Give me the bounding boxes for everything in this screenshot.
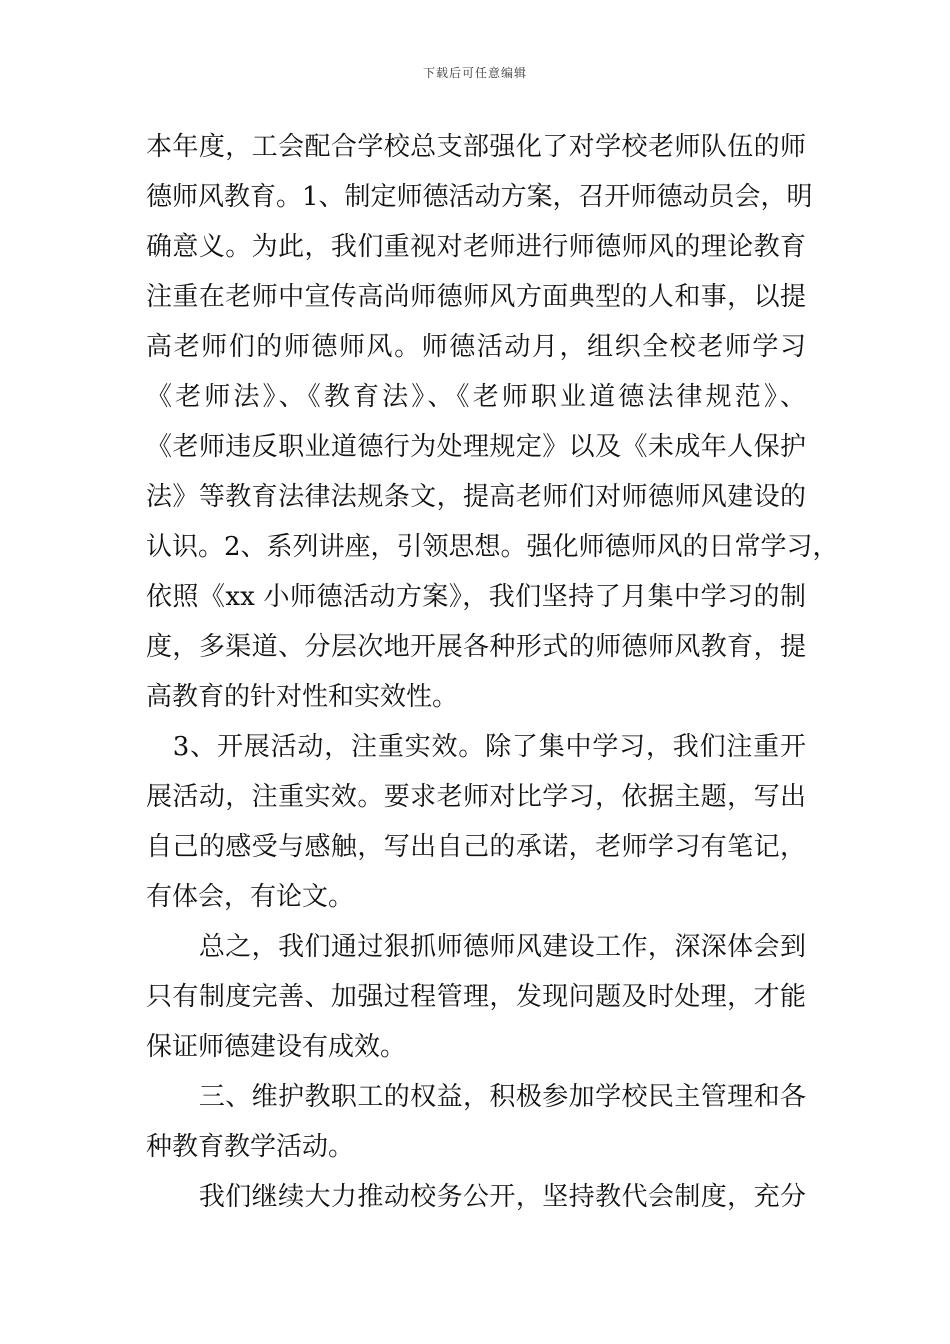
text-line: 注重在老师中宣传高尚师德师风方面典型的人和事，以提 xyxy=(146,282,806,312)
text-line: 度，多渠道、分层次地开展各种形式的师德师风教育，提 xyxy=(146,632,806,662)
text-line: 种教育教学活动。 xyxy=(146,1132,355,1162)
text-line: 我们继续大力推动校务公开，坚持教代会制度，充分 xyxy=(146,1182,806,1212)
paragraph-5 xyxy=(146,1172,806,1222)
text-line: 德师风教育。1、制定师德活动方案，召开师德动员会，明 xyxy=(146,182,813,212)
text-line: 总之，我们通过狠抓师德师风建设工作，深深体会到 xyxy=(146,932,806,962)
text-line: 高教育的针对性和实效性。 xyxy=(146,682,459,712)
text-line: 自己的感受与感触，写出自己的承诺，老师学习有笔记， xyxy=(146,832,806,862)
page-header: 下载后可任意编辑 xyxy=(422,66,527,80)
text-line: 依照《xx 小师德活动方案》，我们坚持了月集中学习的制 xyxy=(146,582,806,612)
paragraph-1 xyxy=(146,122,839,722)
text-line: 高老师们的师德师风。师德活动月，组织全校老师学习 xyxy=(146,332,806,362)
document-body xyxy=(146,122,839,1222)
text-line: 确意义。为此，我们重视对老师进行师德师风的理论教育 xyxy=(146,232,806,262)
paragraph-2 xyxy=(146,722,806,922)
text-line: 3、开展活动，注重实效。除了集中学习，我们注重开 xyxy=(146,732,806,762)
text-line: 《老师法》、《教育法》、《老师职业道德法律规范》、 xyxy=(146,382,806,412)
text-line: 展活动，注重实效。要求老师对比学习，依据主题，写出 xyxy=(146,782,806,812)
text-line: 保证师德建设有成效。 xyxy=(146,1032,407,1062)
text-line: 有体会，有论文。 xyxy=(146,882,355,912)
text-line: 认识。2、系列讲座，引领思想。强化师德师风的日常学习， xyxy=(146,532,839,562)
text-line: 只有制度完善、加强过程管理，发现问题及时处理，才能 xyxy=(146,982,806,1012)
paragraph-4 xyxy=(146,1072,806,1172)
text-line: 《老师违反职业道德行为处理规定》以及《未成年人保护 xyxy=(146,432,806,462)
text-line: 本年度，工会配合学校总支部强化了对学校老师队伍的师 xyxy=(146,132,806,162)
text-line: 三、维护教职工的权益，积极参加学校民主管理和各 xyxy=(146,1082,806,1112)
text-line: 法》等教育法律法规条文，提高老师们对师德师风建设的 xyxy=(146,482,806,512)
paragraph-3 xyxy=(146,922,806,1072)
